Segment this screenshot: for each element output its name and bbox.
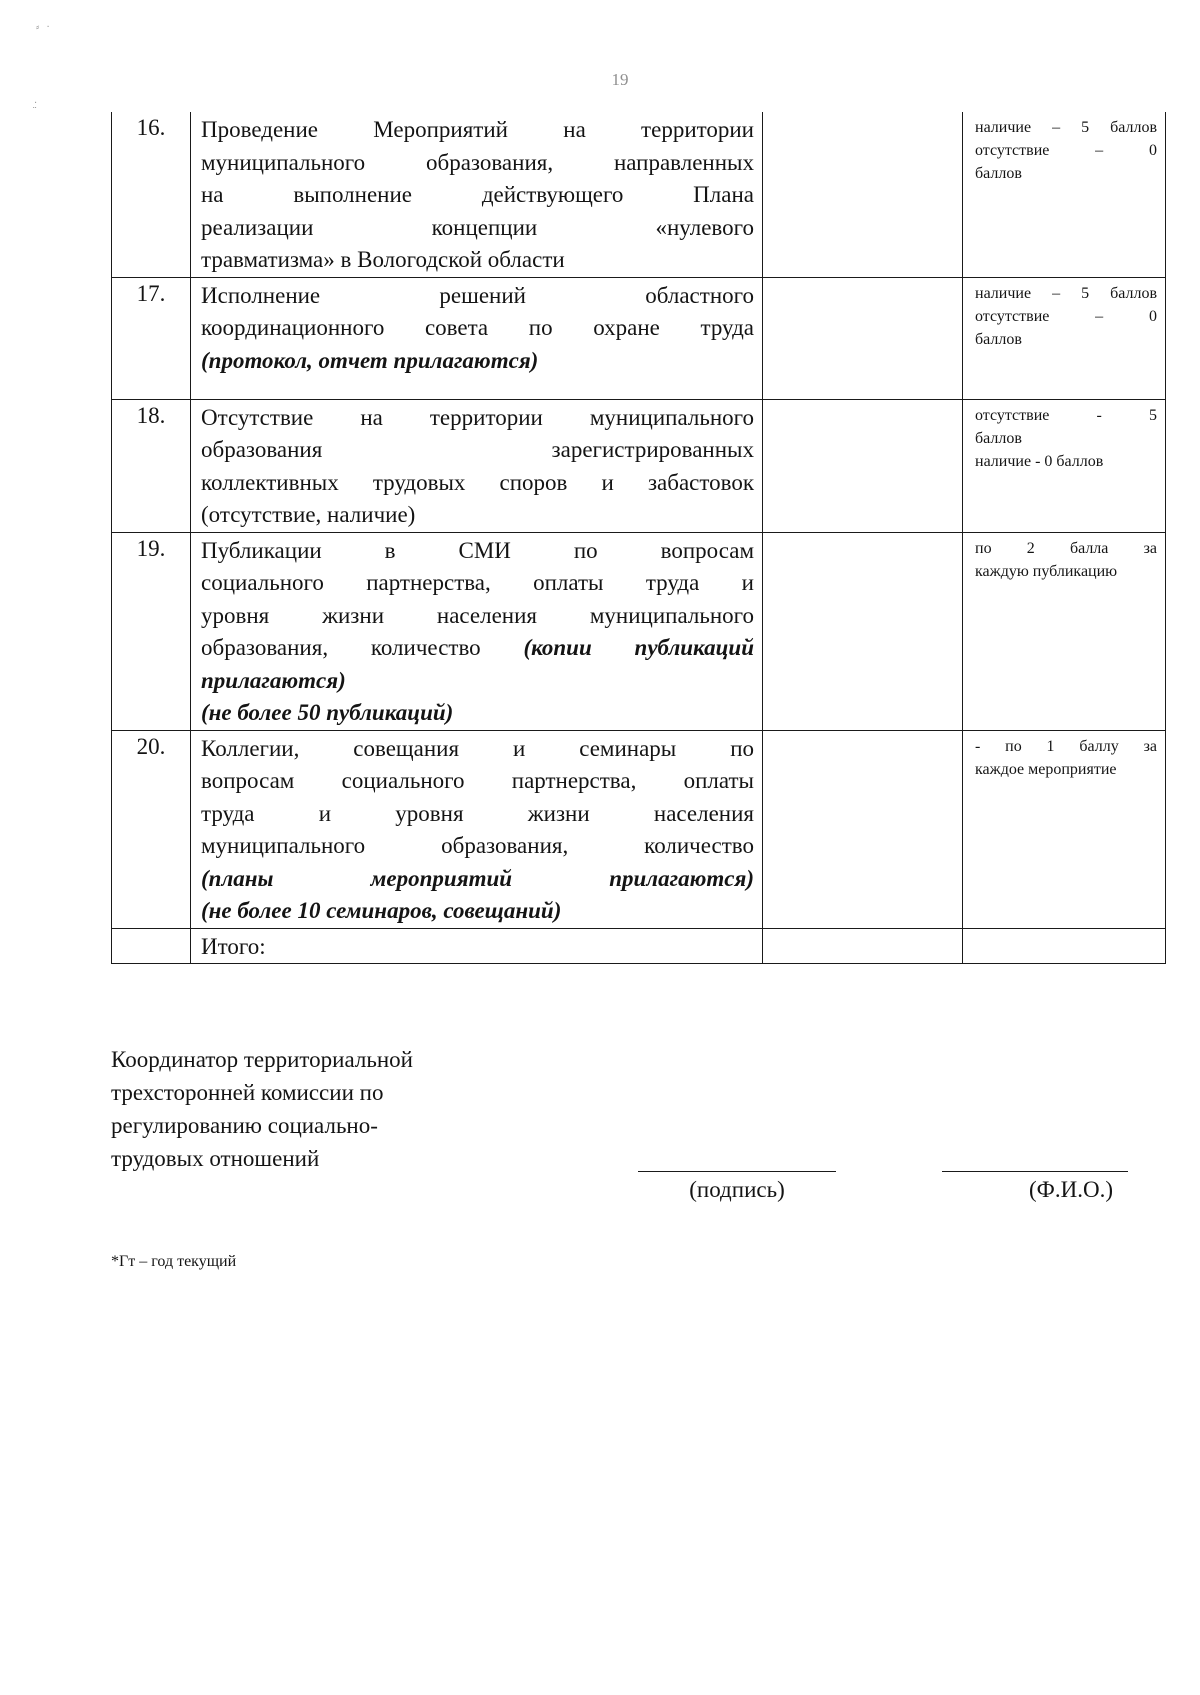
score-cell <box>963 532 1166 730</box>
signature-title <box>111 1043 413 1175</box>
criteria-table <box>111 112 1166 964</box>
row-number: 16. <box>112 112 191 277</box>
criterion-line: травматизма» в Вологодской области <box>201 247 565 272</box>
signature-title-line: Координатор территориальной <box>111 1047 413 1072</box>
value-cell <box>763 112 963 277</box>
criterion-cell <box>191 532 763 730</box>
score-line: по 2 балла за <box>975 539 1157 557</box>
row-number: 20. <box>112 730 191 928</box>
criterion-line: муниципального образования, количество <box>201 833 754 858</box>
criterion-line: социального партнерства, оплаты труда и <box>201 570 754 595</box>
signature-title-line: регулированию социально- <box>111 1113 378 1138</box>
value-cell <box>763 532 963 730</box>
criterion-cell <box>191 928 763 964</box>
scan-artifact: ·̤ <box>34 98 40 109</box>
name-line <box>942 1171 1128 1172</box>
score-line: каждое мероприятие <box>975 760 1117 778</box>
score-cell <box>963 112 1166 277</box>
score-line: отсутствие – 0 <box>975 307 1157 325</box>
criterion-line: Проведение Мероприятий на территории <box>201 117 754 142</box>
criterion-line: Отсутствие на территории муниципального <box>201 404 754 430</box>
score-cell <box>963 277 1166 399</box>
score-cell <box>963 928 1166 964</box>
value-cell <box>763 277 963 399</box>
footnote: *Гт – год текущий <box>111 1253 237 1270</box>
signature-line <box>638 1171 836 1172</box>
criterion-line: (протокол, отчет прилагаются) <box>201 347 539 373</box>
criterion-line: Итого: <box>201 933 266 959</box>
score-line: наличие – 5 баллов <box>975 119 1157 136</box>
score-line: наличие - 0 баллов <box>975 452 1104 470</box>
criterion-line: (планы мероприятий прилагаются) <box>201 865 754 891</box>
score-line: баллов <box>975 330 1022 348</box>
criterion-cell <box>191 112 763 277</box>
criterion-line: уровня жизни населения муниципального <box>201 602 754 628</box>
criterion-line <box>201 632 754 665</box>
signature-title-line: трудовых отношений <box>111 1146 320 1171</box>
criterion-cell <box>191 730 763 928</box>
table-row <box>112 730 1166 928</box>
criterion-line: координационного совета по охране труда <box>201 315 754 340</box>
criterion-line: коллективных трудовых споров и забастовок <box>201 469 754 495</box>
criterion-note: (копии публикаций <box>523 635 754 660</box>
criterion-line: (не более 50 публикаций) <box>201 700 454 725</box>
criterion-line: вопросам социального партнерства, оплаты <box>201 768 754 793</box>
value-cell <box>763 730 963 928</box>
score-line: каждую публикацию <box>975 562 1118 580</box>
criterion-line: Коллегии, совещания и семинары по <box>201 735 754 761</box>
criterion-line: Исполнение решений областного <box>201 282 754 308</box>
scan-artifact: ⸗ · <box>36 22 52 33</box>
table-row <box>112 532 1166 730</box>
criterion-text: образования, количество <box>201 635 481 660</box>
score-cell <box>963 730 1166 928</box>
criterion-cell <box>191 277 763 399</box>
value-cell <box>763 928 963 964</box>
criterion-line: прилагаются) <box>201 667 346 693</box>
page-number: 19 <box>611 70 629 89</box>
score-line: баллов <box>975 165 1022 182</box>
score-line: отсутствие - 5 <box>975 406 1157 424</box>
table-row <box>112 399 1166 532</box>
criterion-line: муниципального образования, направленных <box>201 149 754 175</box>
criterion-line: Публикации в СМИ по вопросам <box>201 537 754 563</box>
row-number: 18. <box>112 399 191 532</box>
score-line: отсутствие – 0 <box>975 142 1157 159</box>
row-number: 19. <box>112 532 191 730</box>
criterion-line: (отсутствие, наличие) <box>201 502 416 527</box>
signature-title-line: трехсторонней комиссии по <box>111 1080 384 1105</box>
score-cell <box>963 399 1166 532</box>
criterion-line: на выполнение действующего Плана <box>201 182 754 207</box>
score-line: - по 1 баллу за <box>975 737 1157 755</box>
score-line: баллов <box>975 429 1022 447</box>
score-line: наличие – 5 баллов <box>975 284 1157 302</box>
table-row <box>112 928 1166 964</box>
signature-caption: (подпись) <box>689 1177 785 1202</box>
criterion-cell <box>191 399 763 532</box>
value-cell <box>763 399 963 532</box>
criterion-line: образования зарегистрированных <box>201 437 754 462</box>
name-caption: (Ф.И.О.) <box>1029 1177 1113 1202</box>
criterion-line: реализации концепции «нулевого <box>201 214 754 240</box>
row-number: 17. <box>112 277 191 399</box>
criterion-line: (не более 10 семинаров, совещаний) <box>201 898 562 923</box>
row-number <box>112 928 191 964</box>
criterion-line: труда и уровня жизни населения <box>201 800 754 826</box>
table-row <box>112 277 1166 399</box>
table-row <box>112 112 1166 277</box>
